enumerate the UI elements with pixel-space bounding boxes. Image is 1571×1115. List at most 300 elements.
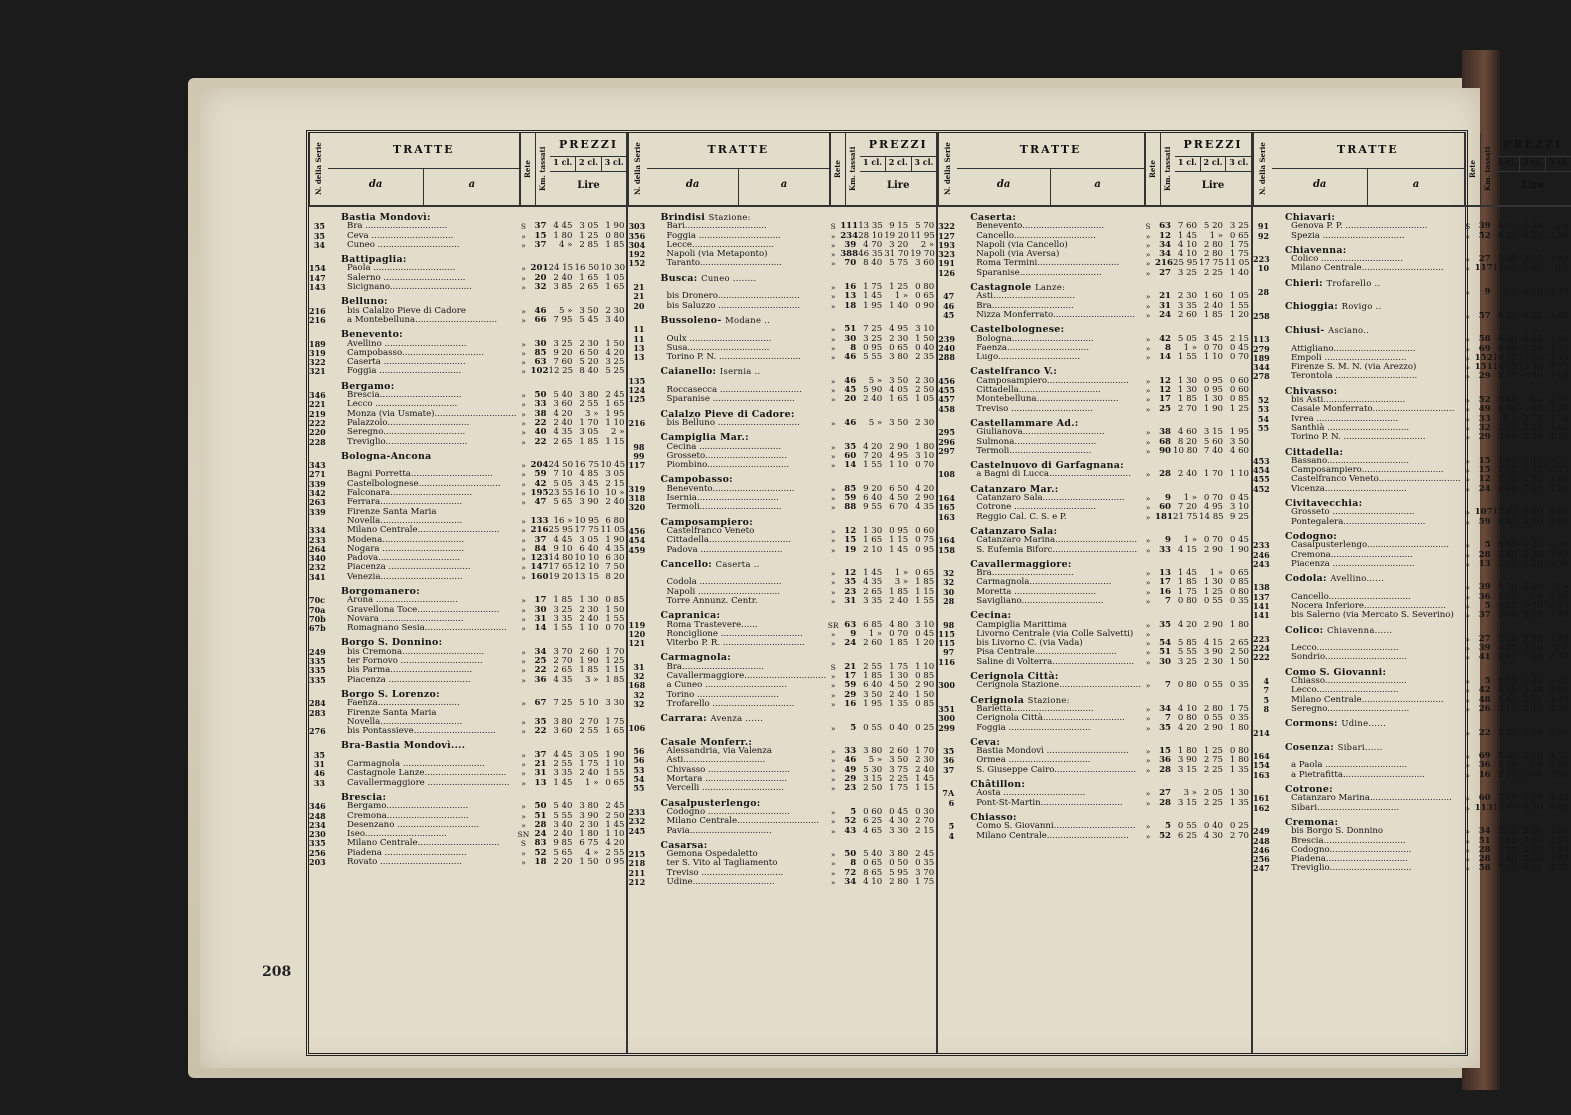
rete-code: »	[1145, 831, 1151, 841]
serie-number: 459	[628, 544, 646, 555]
price-class-2: 5 70	[1523, 343, 1543, 354]
destination: Cecina ..............................	[666, 441, 782, 452]
serie-number: 323	[938, 249, 955, 260]
origin-station: Campobasso:	[660, 474, 733, 486]
price-class-1: 5 »	[868, 755, 883, 766]
price-class-3: 0 25	[1549, 600, 1569, 611]
serie-number: 135	[628, 375, 646, 386]
serie-number: 223	[1253, 633, 1270, 644]
price-class-1: 2 10	[863, 544, 883, 555]
destination: Napoli (via Metaponto)	[666, 249, 768, 260]
tratte-header	[1272, 133, 1465, 205]
price-class-2: 1 50	[579, 857, 599, 867]
price-class-3: 3 25	[1229, 221, 1250, 232]
price-class-2: 1 65	[889, 394, 909, 405]
destination: bis Asti..............................	[1291, 395, 1406, 406]
price-class-2: 1 »	[894, 568, 909, 579]
price-class-1: 4 10	[863, 877, 883, 887]
serie-number: 11	[633, 324, 645, 335]
price-class-3: 2 90	[1549, 516, 1569, 527]
origin-station: Ceva:	[970, 736, 1001, 748]
km-value: 37	[534, 239, 547, 250]
price-class-1: 1 75	[863, 282, 883, 293]
table-row	[628, 597, 936, 606]
price-class-2: 8 80	[1523, 507, 1543, 518]
price-class-1: 13 60	[1492, 802, 1518, 813]
serie-number: 137	[1253, 591, 1270, 602]
destination: Moretta ..............................	[976, 586, 1097, 597]
table-row	[938, 681, 1251, 690]
price-class-1: 1 85	[1177, 394, 1198, 405]
rete-code: »	[521, 614, 526, 624]
rete-code: »	[1145, 798, 1151, 808]
route-group	[628, 799, 936, 836]
price-class-3: 6 »	[1555, 263, 1569, 274]
origin-station: Châtillon:	[970, 779, 1026, 791]
rete-code: »	[521, 657, 526, 667]
origin-station: Borgomanero:	[341, 585, 420, 597]
price-class-3: 1 40	[1229, 267, 1250, 278]
price-class-1: 5 65	[553, 497, 573, 508]
destination: Falconara..............................	[347, 488, 473, 499]
km-value: 90	[1159, 445, 1172, 456]
km-value: 9	[1165, 535, 1172, 546]
route-group	[1253, 302, 1571, 321]
rete-code: »	[830, 826, 836, 836]
group-heading	[1253, 279, 1571, 288]
destination: Terontola ..............................	[1291, 371, 1418, 382]
rete-code: SN	[517, 830, 530, 840]
price-class-1: 0 95	[863, 342, 883, 353]
price-class-2: 2 65	[579, 282, 599, 293]
rete-code: »	[521, 675, 526, 685]
destination: Termoli..............................	[976, 445, 1092, 456]
serie-number: 8	[1263, 703, 1270, 714]
price-class-3: 0 30	[1549, 540, 1569, 551]
serie-number	[1253, 508, 1271, 517]
price-class-1: 1 85	[1177, 577, 1198, 588]
price-class-3: 1 70	[1549, 826, 1569, 837]
da-label: da	[647, 169, 738, 205]
price-class-1: 3 35	[553, 613, 573, 624]
price-class-1: 9 20	[863, 483, 883, 494]
table-row	[628, 827, 936, 836]
table-row	[309, 858, 626, 867]
rete-code: »	[1465, 484, 1470, 494]
serie-number: 32	[633, 671, 645, 682]
rete-code: »	[1145, 334, 1151, 344]
price-class-1: 2 65	[553, 436, 573, 447]
km-value: 123	[530, 553, 549, 564]
destination: Torino P. N. ..............................	[666, 352, 801, 363]
price-class-1: 1 95	[863, 300, 883, 311]
price-class-1: 2 60	[1177, 309, 1198, 320]
km-value: 34	[1159, 239, 1172, 250]
rete-code: »	[521, 554, 526, 564]
price-class-1: 3 35	[863, 595, 883, 606]
origin-station: Brindisi Stazione:	[660, 212, 751, 223]
price-class-2: 0 95	[889, 525, 909, 536]
km-value: 5	[1484, 540, 1491, 551]
table-row	[1253, 653, 1571, 662]
rete-code: »	[830, 681, 836, 691]
serie-number: 158	[938, 544, 955, 555]
price-class-2: 9 60	[1523, 263, 1543, 274]
price-class-3: 1 55	[605, 768, 625, 779]
origin-station: Cerignola Città:	[970, 671, 1059, 683]
serie-number: 168	[628, 680, 646, 691]
price-class-1: 3 80	[863, 746, 883, 757]
group-heading	[1253, 743, 1571, 752]
price-class-3: 3 10	[915, 450, 935, 461]
km-value: 5	[1484, 676, 1491, 687]
price-class-2: 0 40	[1523, 600, 1543, 611]
price-class-1: 3 70	[553, 646, 573, 657]
prezzi-title: PREZZI	[550, 133, 626, 157]
price-class-3: 2 80	[1549, 310, 1569, 321]
price-class-1: 3 50	[1497, 422, 1517, 433]
price-class-3: 0 90	[915, 300, 935, 311]
price-class-2: 4 95	[1203, 502, 1224, 513]
price-class-3: 0 85	[1229, 394, 1250, 405]
serie-number: 126	[938, 267, 955, 278]
price-class-1: 1 65	[863, 535, 883, 546]
rete-code: »	[521, 306, 526, 316]
price-class-2: 3 50	[889, 417, 909, 428]
origin-station: Cecina:	[970, 610, 1012, 622]
price-class-2: 4 30	[889, 816, 909, 827]
km-value: 31	[844, 595, 857, 606]
destination: Milano Centrale..............................	[976, 830, 1129, 841]
price-class-3: 2 15	[1229, 333, 1250, 344]
price-class-1: 4 45	[553, 221, 573, 232]
destination: Milano Centrale..............................	[1291, 694, 1444, 705]
km-value: 147	[530, 562, 549, 573]
route-group	[1253, 574, 1571, 620]
serie-number: 222	[309, 417, 326, 428]
group-heading	[1253, 626, 1571, 635]
rete-code: »	[830, 629, 836, 639]
price-class-3: 1 55	[1229, 300, 1250, 311]
rete-code: »	[1465, 311, 1470, 321]
rete-code: »	[1465, 344, 1470, 354]
km-value: 37	[1478, 610, 1491, 621]
price-class-2: 3 05	[579, 749, 599, 760]
price-class-3: 0 25	[915, 722, 935, 733]
rete-code: »	[521, 273, 526, 283]
price-class-1: 0 55	[863, 722, 883, 733]
rete-code: »	[830, 723, 836, 733]
price-class-2: 1 25	[889, 282, 909, 293]
price-class-1: 6 40	[863, 493, 883, 504]
destination: Genova P. P. ..............................	[1291, 221, 1428, 232]
km-value: 36	[534, 674, 547, 685]
km-value: 24	[1478, 483, 1491, 494]
rete-header: Rete	[830, 133, 845, 205]
serie-number: 228	[309, 436, 326, 447]
price-class-3: 1 85	[1549, 591, 1569, 602]
km-value: 18	[534, 857, 547, 867]
table-row	[938, 353, 1251, 362]
km-value: 201	[530, 263, 549, 274]
km-value: 21	[844, 661, 857, 672]
origin-station: Calalzo Pieve di Cadore:	[660, 408, 795, 420]
price-class-2: 1 70	[579, 417, 599, 428]
da-label: da	[957, 169, 1051, 205]
price-class-3: 2 50	[1229, 647, 1250, 658]
serie-number: 91	[1257, 221, 1270, 232]
price-class-2: 3 90	[1523, 835, 1543, 846]
price-class-2: 2 80	[1203, 249, 1224, 260]
rete-code: »	[830, 765, 836, 775]
column-body	[628, 207, 936, 887]
destination: Piadena ..............................	[347, 847, 467, 858]
price-class-1: 2 40	[1177, 469, 1198, 480]
price-class-1: 6 40	[863, 680, 883, 691]
destination: Lugo..............................	[976, 352, 1080, 363]
price-class-3: 10 »	[605, 488, 625, 499]
destination: Sicignano..............................	[347, 282, 472, 293]
price-class-2: 5 20	[1203, 221, 1224, 232]
serie-number: 346	[309, 390, 326, 401]
column-header	[309, 133, 626, 207]
rete-code: »	[1145, 765, 1151, 775]
price-class-2: 2 85	[579, 239, 599, 250]
price-class-1: 5 30	[1497, 404, 1517, 415]
serie-number: 162	[1253, 802, 1270, 813]
price-class-1: 12 25	[548, 366, 574, 377]
route-group	[1253, 532, 1571, 569]
price-class-3: 1 50	[1229, 656, 1250, 667]
destination: ter Fornovo ..............................	[347, 656, 483, 667]
rete-code: »	[1145, 714, 1151, 724]
price-class-1: 2 70	[1177, 403, 1198, 414]
km-value: 151	[1474, 362, 1493, 373]
km-value: 204	[530, 460, 549, 471]
km-value: 28	[1478, 854, 1491, 865]
destination: Casalpusterlengo..............................	[1291, 540, 1449, 551]
km-value: 48	[1478, 694, 1491, 705]
price-class-1: 14 80	[548, 553, 574, 564]
km-value: 52	[534, 847, 547, 858]
tratte-title: TRATTE	[647, 133, 829, 169]
price-class-2: 4 80	[889, 619, 909, 630]
rete-code: »	[1465, 592, 1470, 602]
serie-number: 46	[943, 300, 955, 311]
route-group	[938, 527, 1251, 555]
destination: bis Salerno (via Mercato S. Severino)	[1291, 610, 1454, 621]
price-class-2: 2 30	[1203, 656, 1224, 667]
km-value: 83	[534, 838, 547, 849]
rete-code: »	[830, 292, 836, 302]
price-class-1: 3 25	[863, 333, 883, 344]
price-class-1: 3 40	[1497, 549, 1517, 560]
price-class-1: 17 65	[548, 562, 574, 573]
table-row	[1253, 771, 1571, 780]
price-class-2: 0 95	[1523, 474, 1543, 485]
rete-code: »	[830, 775, 836, 785]
price-class-2: 3 20	[1523, 685, 1543, 696]
price-class-3: 1 50	[605, 338, 625, 349]
lire-label: Lire	[886, 180, 910, 191]
origin-station: Capranica:	[660, 610, 721, 622]
price-class-3: 1 25	[1229, 403, 1250, 414]
class-header: 3 cl.	[1229, 157, 1249, 167]
serie-number: 300	[938, 680, 955, 691]
rete-code: »	[1465, 288, 1470, 298]
serie-number: 247	[1253, 863, 1270, 874]
price-class-3: 0 45	[1229, 342, 1250, 353]
price-class-3: 2 »	[1555, 643, 1569, 654]
km-value: 22	[1478, 727, 1491, 738]
route-group	[938, 419, 1251, 456]
destination: Sondrio..............................	[1291, 652, 1407, 663]
km-value: 41	[1478, 652, 1491, 663]
price-class-1: 9 55	[863, 502, 883, 513]
km-value: 33	[1159, 544, 1172, 555]
price-class-3: 2 45	[1549, 694, 1569, 705]
route-group	[1253, 279, 1571, 298]
price-class-3: 2 90	[915, 493, 935, 504]
destination: Faenza..............................	[976, 342, 1089, 353]
price-class-1: 1 65	[1497, 465, 1517, 476]
price-class-3: 2 35	[915, 352, 935, 363]
price-class-2: 0 95	[1203, 375, 1224, 386]
serie-header: N. della Serie	[938, 133, 957, 205]
price-class-2: 13 15	[574, 571, 600, 582]
destination: Cremona..............................	[1291, 549, 1413, 560]
price-class-2: 8 40	[579, 366, 599, 377]
table-row	[938, 832, 1251, 841]
destination: Milano Centrale..............................	[347, 838, 500, 849]
rete-code: »	[521, 315, 526, 325]
destination: Cittadella..............................	[666, 535, 791, 546]
price-class-3: 0 80	[605, 230, 625, 241]
serie-number: 216	[628, 417, 646, 428]
price-class-2: 5 75	[889, 258, 909, 269]
serie-number: 339	[309, 506, 326, 517]
price-class-3: 1 20	[1229, 309, 1250, 320]
km-value: 63	[844, 619, 857, 630]
destination: Gravellona Toce..............................	[347, 604, 500, 615]
serie-number: 54	[1257, 413, 1270, 424]
rete-code: »	[830, 587, 836, 597]
km-value: 33	[1478, 413, 1491, 424]
destination: Nogara ..............................	[347, 543, 465, 554]
serie-number: 164	[938, 535, 955, 546]
km-value: 31	[1159, 300, 1172, 311]
destination: Pavia..............................	[666, 825, 772, 836]
price-class-1: 4 65	[863, 825, 883, 836]
rete-code: »	[830, 784, 836, 794]
km-value: 70	[844, 258, 857, 269]
km-value: 216	[530, 525, 549, 536]
origin-station: Battipaglia:	[341, 254, 407, 266]
class-headers	[1495, 157, 1571, 172]
price-class-3: 0 25	[1549, 676, 1569, 687]
price-class-3: 1 20	[1549, 483, 1569, 494]
km-value: 25	[534, 656, 547, 667]
rete-code: »	[1145, 747, 1151, 757]
serie-number: 7	[1263, 685, 1270, 696]
price-class-1: 4 20	[863, 441, 883, 452]
rete-code: »	[1145, 231, 1151, 241]
route-group	[1253, 818, 1571, 874]
route-group	[309, 452, 626, 582]
km-header: Km. tassati	[1480, 133, 1495, 205]
price-class-2: 1 75	[889, 661, 909, 672]
price-class-3: 3 10	[1549, 793, 1569, 804]
price-class-2: 17 75	[1199, 258, 1224, 269]
price-class-3: 2 30	[915, 375, 935, 386]
rete-code: »	[1465, 686, 1470, 696]
route-group	[1253, 626, 1571, 663]
price-class-1: 3 15	[863, 774, 883, 785]
class-header: 1 cl.	[1175, 157, 1201, 171]
tratte-header	[647, 133, 830, 205]
price-class-2: 3 50	[889, 375, 909, 386]
rete-code: »	[1465, 761, 1470, 771]
price-class-3: 2 40	[915, 764, 935, 775]
destination: Paola ..............................	[347, 263, 456, 274]
price-class-2: 0 70	[1203, 535, 1224, 546]
price-class-2: 2 40	[889, 689, 909, 700]
serie-number: 33	[313, 777, 325, 788]
serie-number: 56	[633, 746, 645, 757]
price-class-1: 3 80	[553, 716, 573, 727]
price-class-2: 0 40	[1523, 676, 1543, 687]
rete-code: »	[1145, 639, 1151, 649]
destination: Viterbo P. R. ..............................	[666, 638, 805, 649]
serie-number: 218	[628, 858, 646, 869]
destination: Desenzano ..............................	[347, 819, 480, 830]
table-row	[628, 302, 936, 311]
price-class-1: 3 50	[1497, 432, 1517, 443]
km-value: 88	[844, 502, 857, 513]
origin-sub: Caserta ..	[715, 558, 760, 569]
price-class-1: 5 30	[863, 764, 883, 775]
price-class-3: 2 30	[605, 305, 625, 316]
serie-number: 319	[309, 347, 326, 358]
price-class-3: 1 15	[605, 665, 625, 676]
price-class-3: 0 60	[1229, 385, 1250, 396]
km-value: 14	[1159, 352, 1172, 363]
serie-number: 234	[309, 819, 326, 830]
km-value: 5	[1165, 821, 1172, 832]
serie-number: 245	[628, 825, 646, 836]
origin-sub: Isernia ..	[719, 366, 761, 377]
price-class-2: 1 »	[1209, 568, 1224, 579]
rete-code: »	[1465, 752, 1470, 762]
price-class-2: 2 30	[579, 338, 599, 349]
rete-code: »	[1145, 629, 1151, 639]
serie-number: 37	[943, 764, 955, 775]
destination: bis Dronero..............................	[666, 291, 800, 302]
rete-code: »	[830, 850, 836, 860]
serie-number: 117	[628, 460, 646, 471]
origin-sub: Modane ..	[725, 314, 771, 325]
table-row	[628, 419, 936, 428]
rete-code: »	[830, 484, 836, 494]
table-row	[628, 353, 936, 362]
rete-code: »	[1145, 587, 1151, 597]
serie-number: 249	[1253, 826, 1270, 837]
prezzi-header	[860, 133, 936, 205]
km-value: 15	[1478, 465, 1491, 476]
km-value: 39	[844, 239, 857, 250]
km-value: 12	[1159, 375, 1172, 386]
price-class-1: 1 60	[1497, 558, 1517, 569]
